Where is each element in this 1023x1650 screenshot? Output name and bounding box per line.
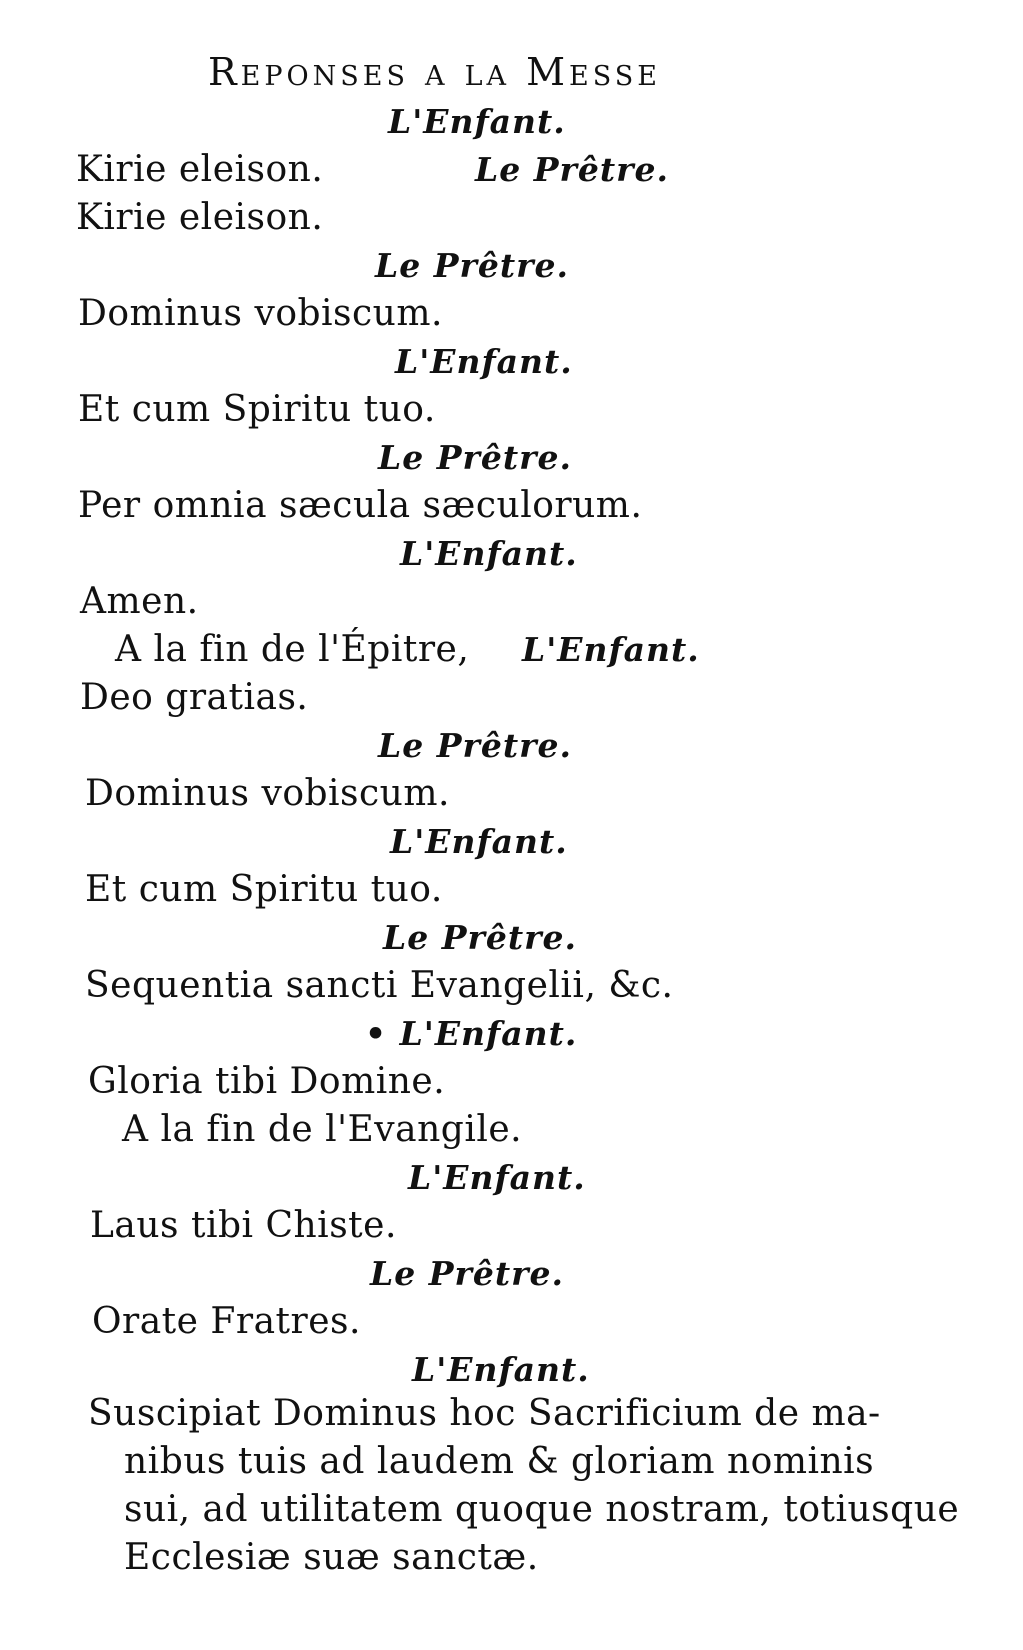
speaker-label: L'Enfant. [408,1158,586,1197]
speaker-label: L'Enfant. [390,822,568,861]
speaker-label: Le Prêtre. [475,150,669,189]
final-paragraph [88,1390,960,1582]
paragraph-line: Ecclesiæ suæ sanctæ. [124,1537,539,1578]
rubric-text: A la fin de l'Épitre, [115,629,470,670]
speaker-label: Le Prêtre. [383,918,577,957]
paragraph-line: nibus tuis ad laudem & gloriam nominis [124,1441,875,1482]
response-text: Sequentia sancti Evangelii, &c. [85,965,674,1006]
paragraph-line: Suscipiat Dominus hoc Sacrificium de ma- [88,1393,881,1434]
speaker-label: Le Prêtre. [378,726,572,765]
response-text: Laus tibi Chiste. [90,1205,397,1246]
speaker-label: Le Prêtre. [378,438,572,477]
response-text: Et cum Spiritu tuo. [85,869,443,910]
speaker-label: Le Prêtre. [375,246,569,285]
response-text: Orate Fratres. [92,1301,361,1342]
response-text: Dominus vobiscum. [78,293,443,334]
response-text: Deo gratias. [80,677,309,718]
speaker-label: Le Prêtre. [370,1254,564,1293]
response-text: Kirie eleison. [76,197,324,238]
response-text: Gloria tibi Domine. [88,1061,446,1102]
speaker-label: L'Enfant. [388,102,566,141]
speaker-label: L'Enfant. [400,534,578,573]
speaker-label: L'Enfant. [395,342,573,381]
response-text: Kirie eleison. [76,149,324,190]
response-text: Amen. [80,581,199,622]
page-title: Reponses a la Messe [208,50,661,94]
response-text: Per omnia sæcula sæculorum. [78,485,643,526]
response-text: Dominus vobiscum. [85,773,450,814]
response-text: Et cum Spiritu tuo. [78,389,436,430]
speaker-label: L'Enfant. [522,630,700,669]
rubric-text: A la fin de l'Evangile. [122,1109,523,1150]
speaker-label: L'Enfant. [412,1350,590,1389]
speaker-label: • L'Enfant. [365,1014,578,1053]
paragraph-line: sui, ad utilitatem quoque nostram, totiusque [124,1489,960,1530]
